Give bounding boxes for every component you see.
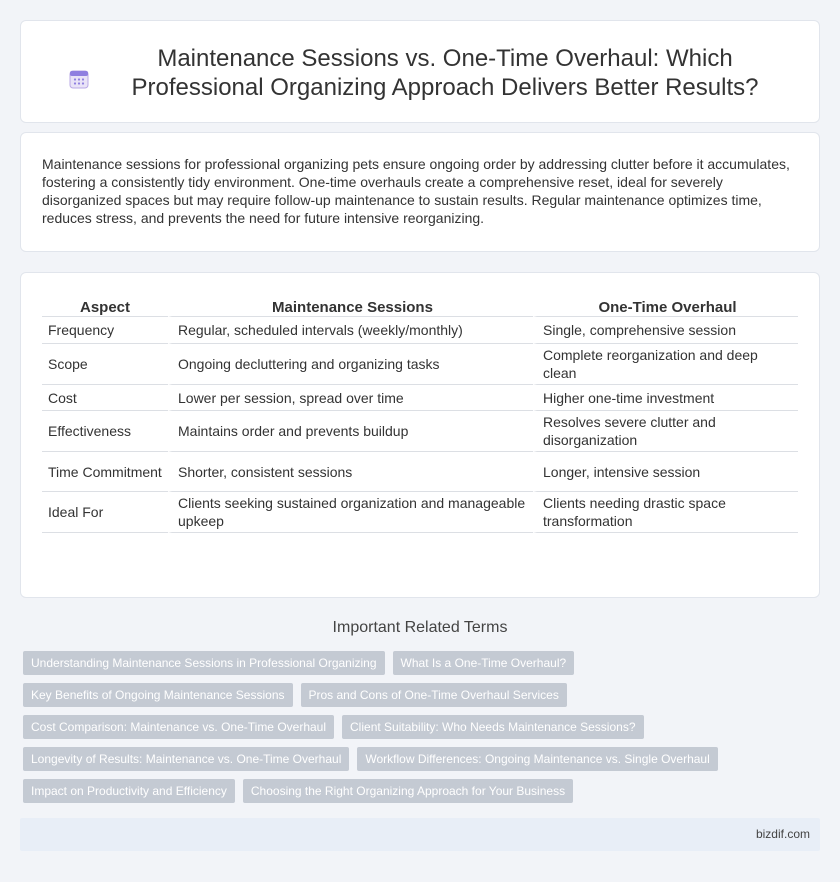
cell-aspect: Frequency [42, 317, 168, 344]
table-row [42, 385, 798, 411]
tag-row [23, 747, 803, 771]
tag-row [23, 715, 803, 739]
intro-paragraph: Maintenance sessions for professional organizing pets ensure ongoing order by addressing clutter before it accumulates, fostering a consistently tidy environment. One-time overhauls create a comprehensive reset, ideal for severely disorganized spaces but may require follow-up maintenance to sustain results. Regular maintenance optimizes time, reduces stress, and prevents the need for future intensive reorganizing. [42, 156, 790, 226]
tag-row [23, 651, 803, 675]
title-card [20, 20, 820, 123]
cell-overhaul: Single, comprehensive session [533, 317, 798, 344]
table-row [42, 317, 798, 344]
related-terms-heading: Important Related Terms [332, 619, 508, 636]
cell-overhaul: Longer, intensive session [533, 452, 798, 492]
footer [20, 818, 820, 851]
cell-aspect: Scope [42, 344, 168, 385]
cell-maintenance: Shorter, consistent sessions [168, 452, 533, 492]
cell-overhaul: Higher one-time investment [533, 385, 798, 411]
table-row [42, 492, 798, 533]
cell-maintenance: Lower per session, spread over time [168, 385, 533, 411]
cell-aspect: Ideal For [42, 492, 168, 533]
related-term-link[interactable]: Client Suitability: Who Needs Maintenance Sessions? [342, 715, 643, 739]
cell-overhaul: Resolves severe clutter and disorganization [533, 411, 798, 452]
comparison-table [42, 295, 798, 533]
cell-overhaul: Complete reorganization and deep clean [533, 344, 798, 385]
cell-maintenance: Regular, scheduled intervals (weekly/monthly) [168, 317, 533, 344]
header-maintenance: Maintenance Sessions [168, 295, 533, 317]
comparison-card [20, 272, 820, 598]
site-link[interactable]: bizdif.com [755, 827, 810, 841]
cell-maintenance: Maintains order and prevents buildup [168, 411, 533, 452]
header-aspect: Aspect [42, 295, 168, 317]
related-term-link[interactable]: Longevity of Results: Maintenance vs. One-Time Overhaul [23, 747, 349, 771]
header-overhaul: One-Time Overhaul [533, 295, 798, 317]
related-term-link[interactable]: Workflow Differences: Ongoing Maintenance vs. Single Overhaul [357, 747, 717, 771]
table-row [42, 344, 798, 385]
related-term-link[interactable]: What Is a One-Time Overhaul? [393, 651, 575, 675]
cell-aspect: Time Commitment [42, 452, 168, 492]
intro-card [20, 132, 820, 252]
table-row [42, 452, 798, 492]
related-terms-list [23, 651, 803, 811]
cell-aspect: Cost [42, 385, 168, 411]
related-term-link[interactable]: Cost Comparison: Maintenance vs. One-Time Overhaul [23, 715, 334, 739]
cell-maintenance: Clients seeking sustained organization and manageable upkeep [168, 492, 533, 533]
related-term-link[interactable]: Key Benefits of Ongoing Maintenance Sessions [23, 683, 293, 707]
cell-maintenance: Ongoing decluttering and organizing tasks [168, 344, 533, 385]
cell-aspect: Effectiveness [42, 411, 168, 452]
tag-row [23, 683, 803, 707]
calendar-icon [68, 68, 90, 90]
table-header-row [42, 295, 798, 317]
related-term-link[interactable]: Impact on Productivity and Efficiency [23, 779, 235, 803]
table-row [42, 411, 798, 452]
related-term-link[interactable]: Pros and Cons of One-Time Overhaul Services [301, 683, 567, 707]
related-term-link[interactable]: Choosing the Right Organizing Approach for Your Business [243, 779, 573, 803]
page-title: Maintenance Sessions vs. One-Time Overhaul: Which Professional Organizing Approach Delivers Better Results? [131, 45, 759, 101]
related-term-link[interactable]: Understanding Maintenance Sessions in Professional Organizing [23, 651, 385, 675]
tag-row [23, 779, 803, 803]
cell-overhaul: Clients needing drastic space transformation [533, 492, 798, 533]
